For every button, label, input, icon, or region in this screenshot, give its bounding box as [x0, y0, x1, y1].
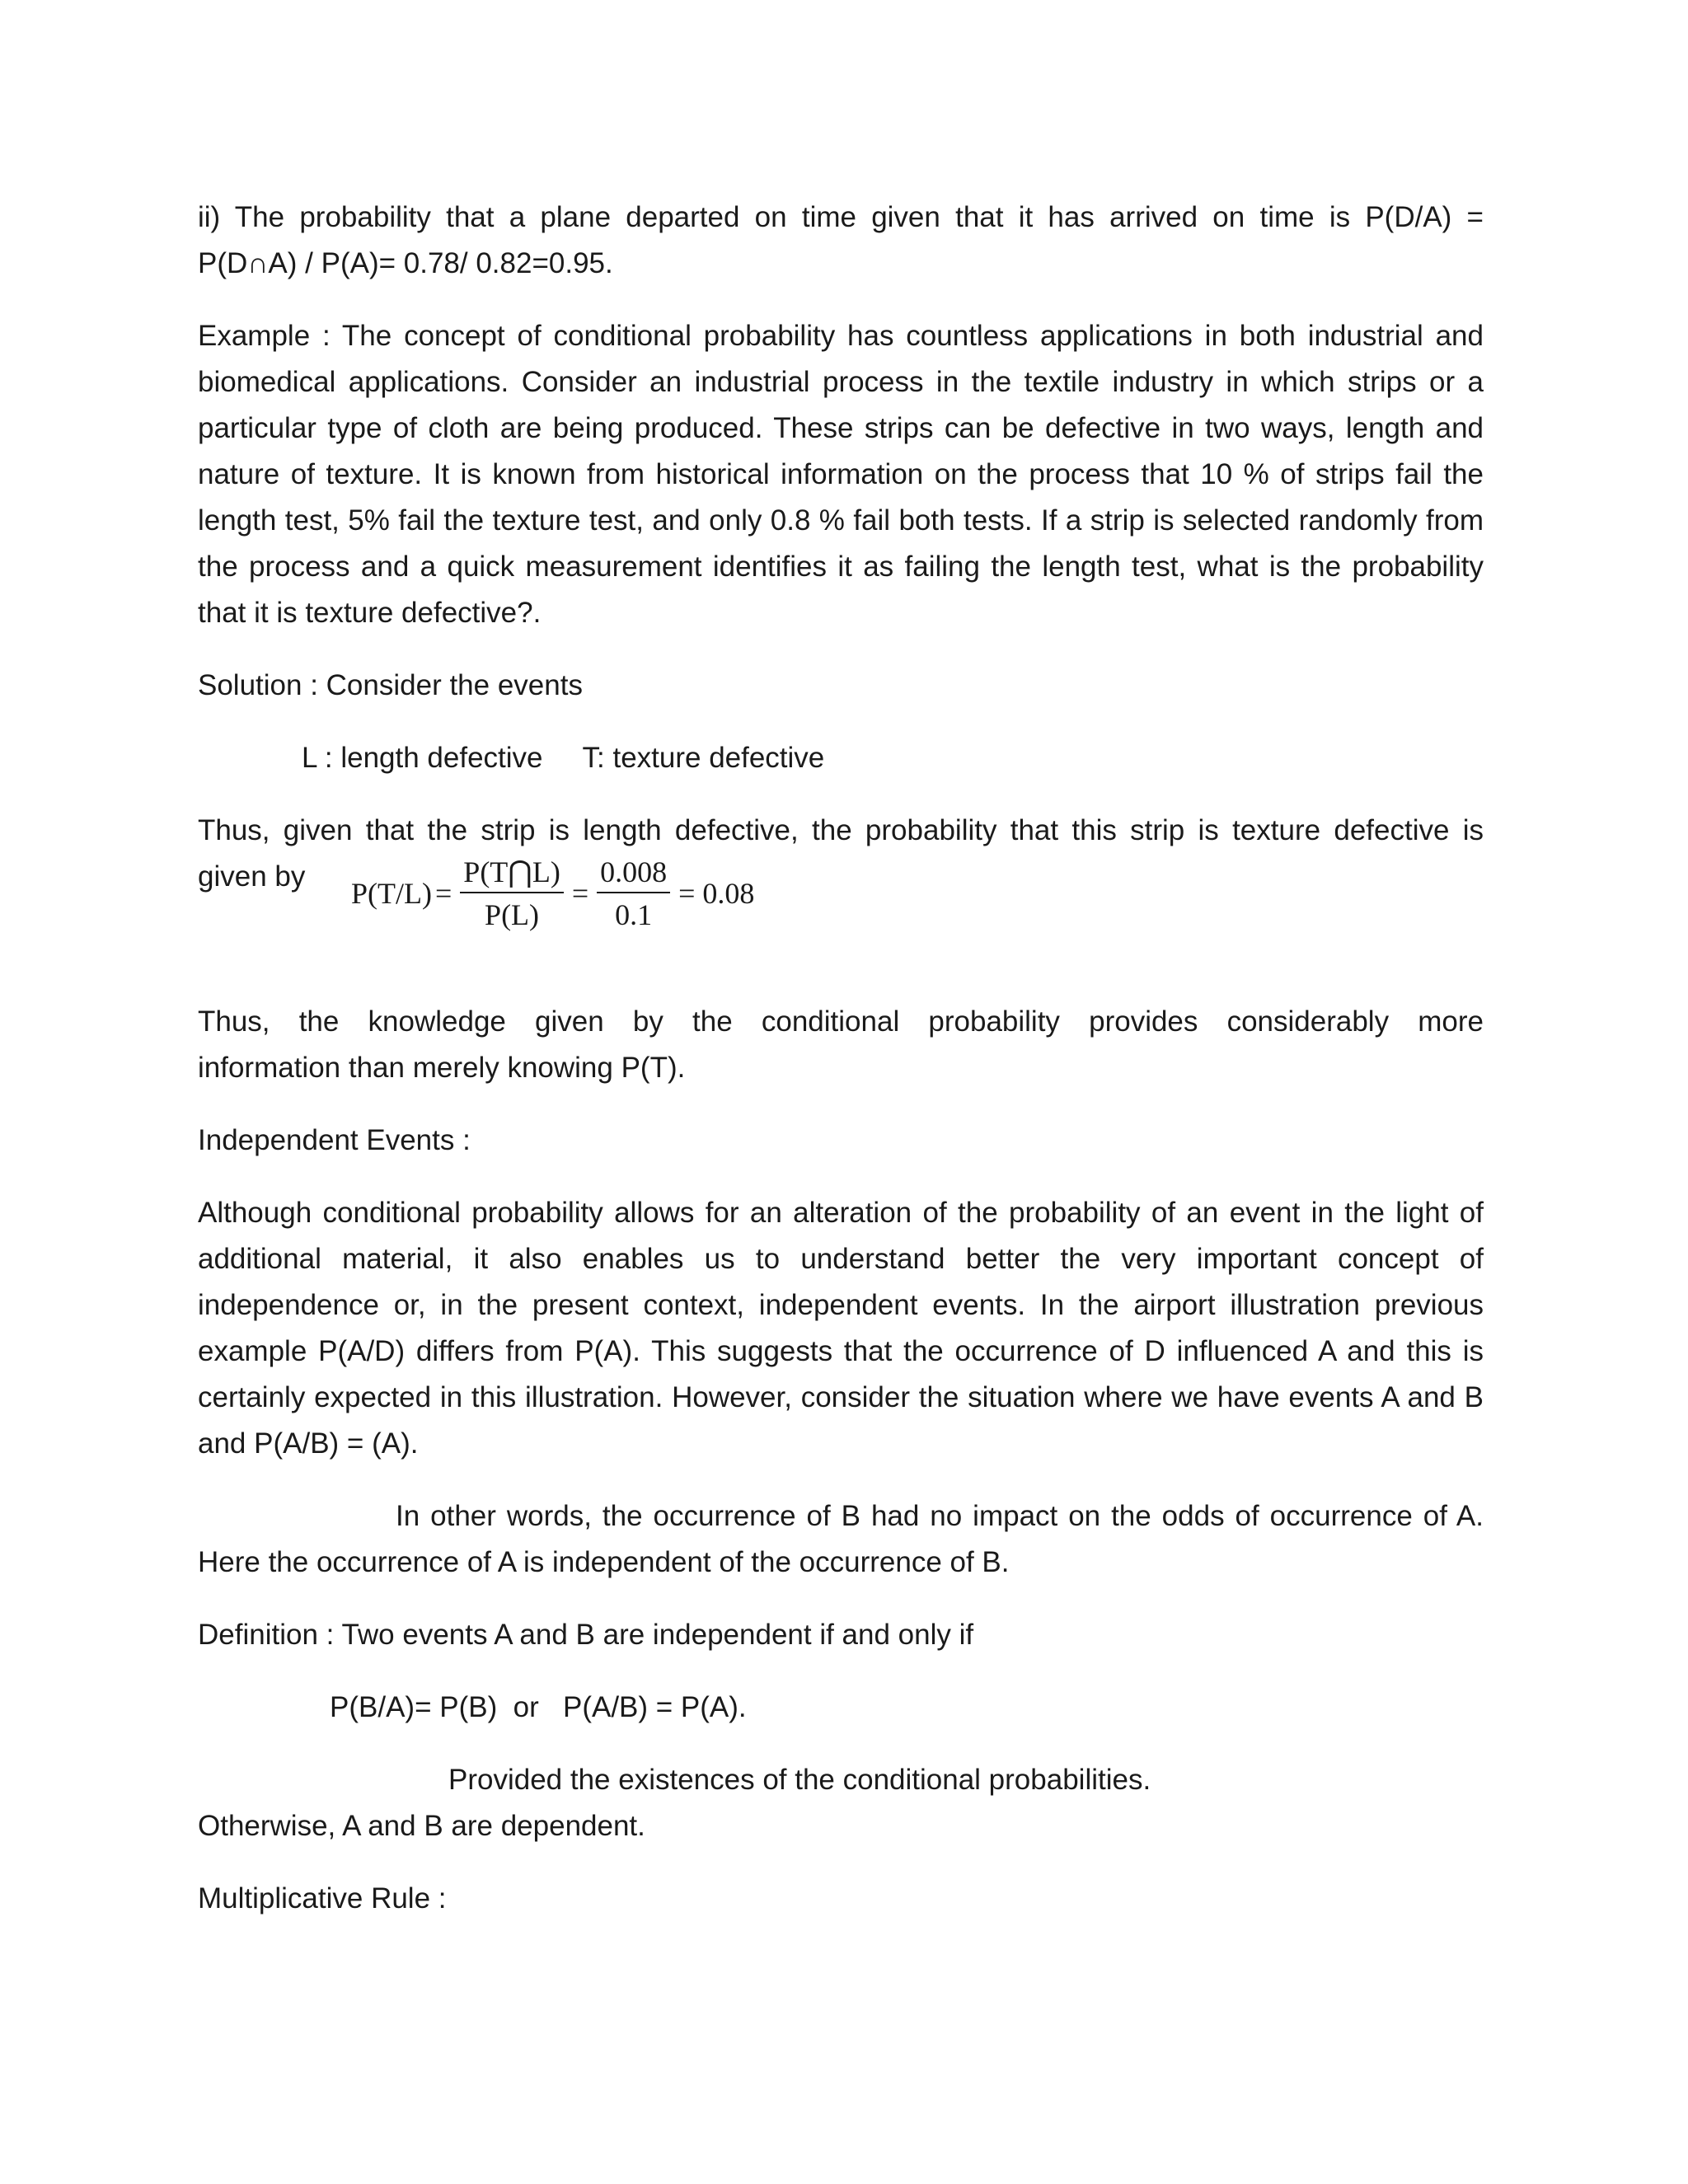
formula-line	[198, 854, 1484, 953]
para-thus-given: Thus, given that the strip is length defective, the probability that this strip is texture defective is	[198, 814, 1484, 846]
formula-equals-1: =	[434, 877, 452, 910]
para-thus-knowledge-line2: information than merely knowing P(T).	[198, 1052, 686, 1084]
para-provided: Provided the existences of the conditional probabilities.	[448, 1764, 1151, 1796]
given-by-label: given by	[198, 860, 306, 893]
fraction-2-numerator: 0.008	[597, 855, 670, 893]
fraction-2-denominator: 0.1	[615, 898, 653, 931]
formula-fraction-1	[460, 855, 564, 931]
heading-multiplicative-rule: Multiplicative Rule :	[198, 1882, 447, 1915]
formula-result: = 0.08	[678, 877, 755, 910]
event-t: T: texture defective	[582, 742, 825, 774]
para-otherwise: Otherwise, A and B are dependent.	[198, 1810, 645, 1842]
formula-equals-2: =	[571, 877, 589, 910]
para-conditional-result-line1: ii) The probability that a plane departed on time given that it has arrived on time is P(D/A) =	[198, 201, 1484, 233]
conditional-probability-formula	[351, 855, 757, 931]
fraction-1-denominator: P(L)	[485, 898, 540, 931]
para-thus-knowledge-line1: Thus, the knowledge given by the conditional probability provides considerably more	[198, 1005, 1484, 1038]
document-page	[198, 194, 1484, 1922]
para-example: Example : The concept of conditional probability has countless applications in both industrial and biomedical applications. Consider an industrial process in the textile industry in which strips or a particular type of cloth are being produced. These strips can be defective in two ways, length and nature of texture. It is known from historical information on the process that 10 % of strips fail the length test, 5% fail the texture test, and only 0.8 % fail both tests. If a strip is selected randomly from the process and a quick measurement identifies it as failing the length test, what is the probability that it is texture defective?.	[198, 320, 1484, 629]
event-l: L : length defective	[302, 742, 543, 774]
formula-fraction-2	[597, 855, 670, 931]
para-conditional-result-line2: P(D∩A) / P(A)= 0.78/ 0.82=0.95.	[198, 247, 613, 279]
para-solution: Solution : Consider the events	[198, 669, 583, 701]
heading-independent-events: Independent Events :	[198, 1124, 471, 1156]
para-in-other-words: In other words, the occurrence of B had no impact on the odds of occurrence of A. Here the occurrence of A is independent of the occurrence of B.	[198, 1500, 1484, 1578]
formula-lhs: P(T/L)	[351, 877, 432, 910]
definition-equation: P(B/A)= P(B) or P(A/B) = P(A).	[330, 1691, 747, 1723]
events-definition	[302, 735, 1484, 781]
para-definition: Definition : Two events A and B are independent if and only if	[198, 1619, 974, 1651]
para-although: Although conditional probability allows for an alteration of the probability of an event in the light of additional material, it also enables us to understand better the very important concept of independence or, in the present context, independent events. In the airport illustration previous example P(A/D) differs from P(A). This suggests that the occurrence of D influenced A and this is certainly expected in this illustration. However, consider the situation where we have events A and B and P(A/B) = (A).	[198, 1197, 1484, 1460]
fraction-1-numerator: P(T⋂L)	[460, 855, 564, 893]
